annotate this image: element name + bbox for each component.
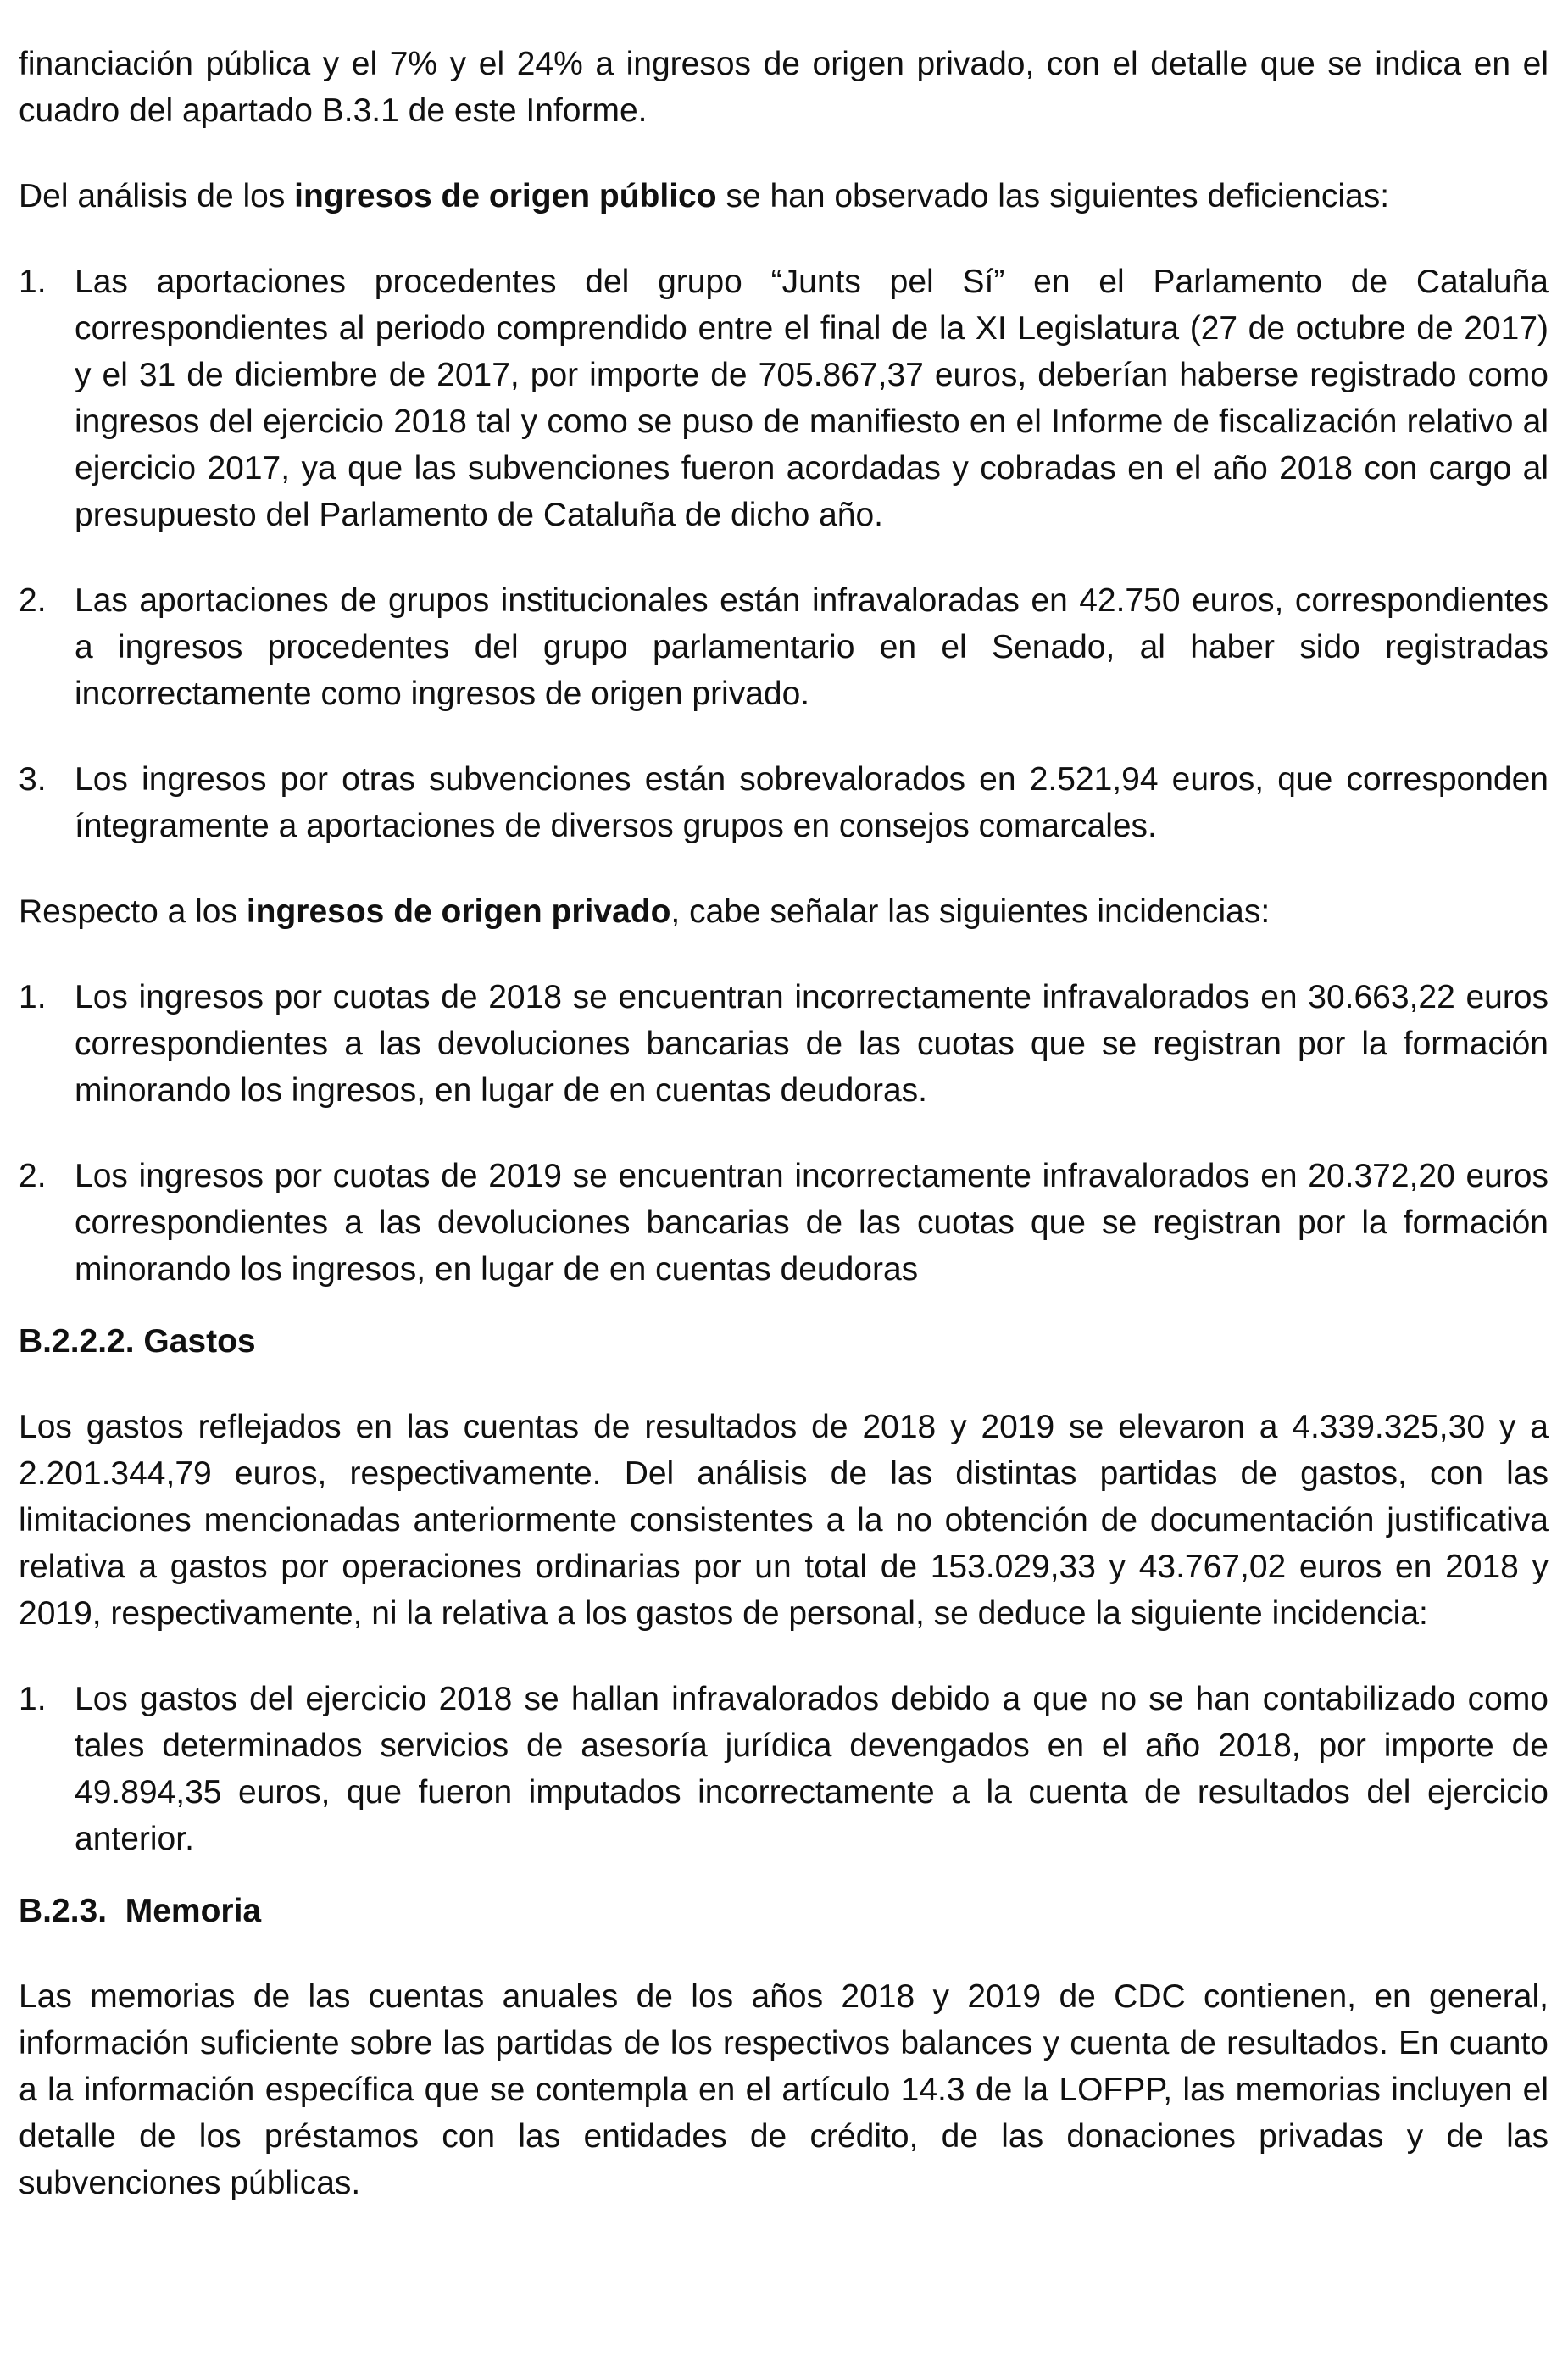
list-number: 3. bbox=[19, 761, 47, 798]
list-number: 1. bbox=[19, 1681, 47, 1717]
list-item bbox=[19, 259, 1549, 538]
list-number: 2. bbox=[19, 582, 47, 619]
list-text: Las aportaciones de grupos institucionales están infravaloradas en 42.750 euros, correspondientes a ingresos procedentes del grupo parlamentario en el Senado, al haber sido registradas incorrectamente como ingresos de origen privado. bbox=[75, 582, 1549, 712]
list-number: 1. bbox=[19, 264, 47, 300]
list-item bbox=[19, 1676, 1549, 1862]
intro-paragraph: financiación pública y el 7% y el 24% a ingresos de origen privado, con el detalle que se indica en el cuadro del apartado B.3.1 de este Informe. bbox=[19, 46, 1549, 129]
ingresos-privado-intro bbox=[19, 888, 1549, 935]
bold-term: ingresos de origen privado bbox=[246, 893, 671, 930]
list-text: Los ingresos por cuotas de 2019 se encuentran incorrectamente infravalorados en 20.372,20 euros correspondientes a las devoluciones bancarias de las cuotas que se registran por la formación minorando los ingresos, en lugar de en cuentas deudoras bbox=[75, 1158, 1549, 1288]
list-number: 1. bbox=[19, 979, 47, 1015]
document-page bbox=[19, 41, 1549, 2245]
section-heading-memoria: B.2.3. Memoria bbox=[19, 1893, 262, 1929]
list-text: Los gastos del ejercicio 2018 se hallan infravalorados debido a que no se han contabilizado como tales determinados servicios de asesoría jurídica devengados en el año 2018, por importe de 49.894,35 euros, que fueron imputados incorrectamente a la cuenta de resultados del ejercicio anterior. bbox=[75, 1681, 1549, 1857]
list-text: Los ingresos por cuotas de 2018 se encuentran incorrectamente infravalorados en 30.663,22 euros correspondientes a las devoluciones bancarias de las cuotas que se registran por la formación minorando los ingresos, en lugar de en cuentas deudoras. bbox=[75, 979, 1549, 1109]
text-after: se han observado las siguientes deficiencias: bbox=[716, 178, 1390, 214]
memoria-paragraph: Las memorias de las cuentas anuales de los años 2018 y 2019 de CDC contienen, en general, información suficiente sobre las partidas de los respectivos balances y cuenta de resultados. En cuanto a la información específica que se contempla en el artículo 14.3 de la LOFPP, las memorias incluyen el detalle de los préstamos con las entidades de crédito, de las donaciones privadas y de las subvenciones públicas. bbox=[19, 1978, 1549, 2201]
text-after: , cabe señalar las siguientes incidencias: bbox=[670, 893, 1271, 930]
gastos-paragraph: Los gastos reflejados en las cuentas de resultados de 2018 y 2019 se elevaron a 4.339.325,30 y a 2.201.344,79 euros, respectivamente. Del análisis de las distintas partidas de gastos, con las limitaciones mencionadas anteriormente consistentes a la no obtención de documentación justificativa relativa a gastos por operaciones ordinarias por un total de 153.029,33 y 43.767,02 euros en 2018 y 2019, respectivamente, ni la relativa a los gastos de personal, se deduce la siguiente incidencia: bbox=[19, 1409, 1549, 1632]
list-number: 2. bbox=[19, 1158, 47, 1194]
text-before: Respecto a los bbox=[19, 893, 247, 930]
ingresos-publico-list bbox=[19, 259, 1549, 849]
bold-term: ingresos de origen público bbox=[294, 178, 717, 214]
section-heading-gastos: B.2.2.2. Gastos bbox=[19, 1323, 256, 1360]
text-before: Del análisis de los bbox=[19, 178, 295, 214]
list-item bbox=[19, 756, 1549, 849]
list-text: Las aportaciones procedentes del grupo “Junts pel Sí” en el Parlamento de Cataluña correspondientes al periodo comprendido entre el final de la XI Legislatura (27 de octubre de 2017) y el 31 de diciembre de 2017, por importe de 705.867,37 euros, deberían haberse registrado como ingresos del ejercicio 2018 tal y como se puso de manifiesto en el Informe de fiscalización relativo al ejercicio 2017, ya que las subvenciones fueron acordadas y cobradas en el año 2018 con cargo al presupuesto del Parlamento de Cataluña de dicho año. bbox=[75, 264, 1549, 533]
ingresos-publico-intro bbox=[19, 173, 1549, 220]
gastos-list bbox=[19, 1676, 1549, 1862]
list-item bbox=[19, 974, 1549, 1114]
list-item bbox=[19, 1153, 1549, 1293]
ingresos-privado-list bbox=[19, 974, 1549, 1293]
list-item bbox=[19, 577, 1549, 717]
list-text: Los ingresos por otras subvenciones están sobrevalorados en 2.521,94 euros, que corresponden íntegramente a aportaciones de diversos grupos en consejos comarcales. bbox=[75, 761, 1549, 844]
